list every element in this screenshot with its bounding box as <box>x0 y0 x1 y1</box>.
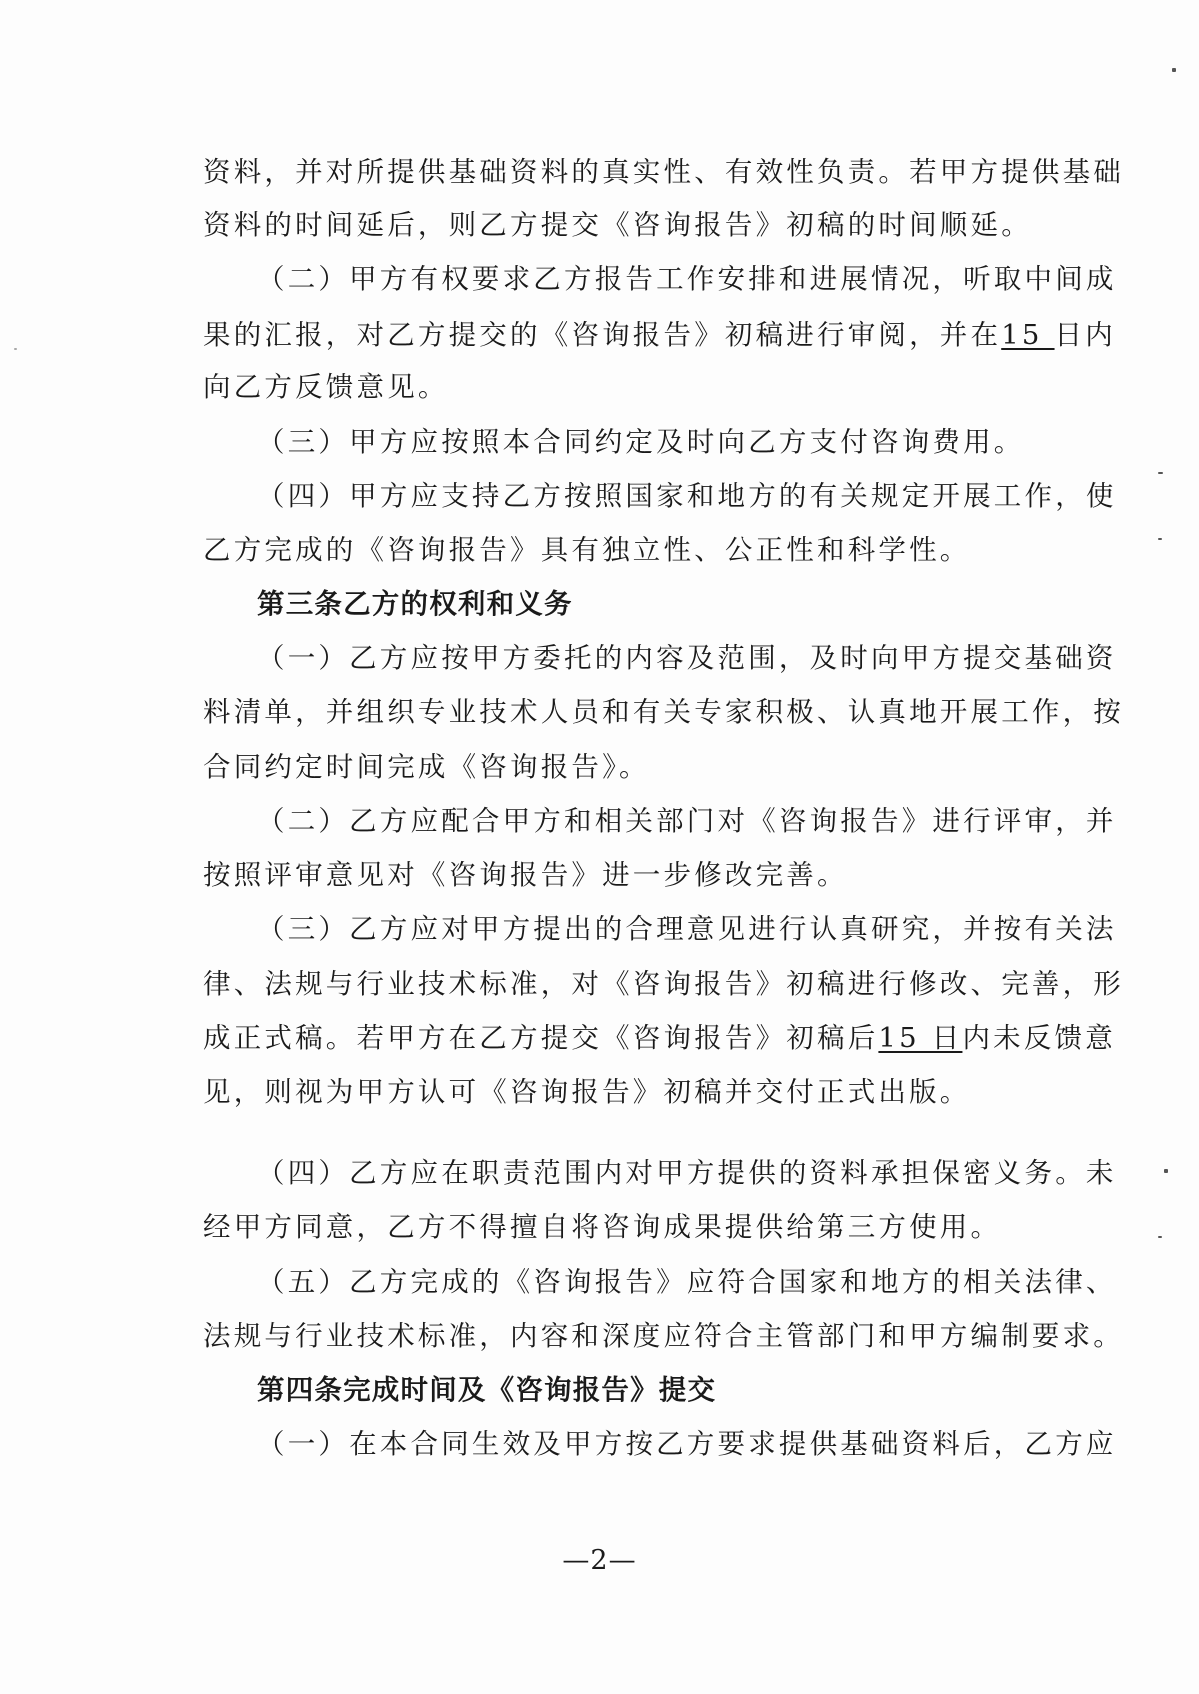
body-line: （二）乙方应配合甲方和相关部门对《咨询报告》进行评审，并 <box>257 805 1117 837</box>
body-line: （三）乙方应对甲方提出的合理意见进行认真研究，并按有关法 <box>257 913 1117 945</box>
body-line: 经甲方同意，乙方不得擅自将咨询成果提供给第三方使用。 <box>203 1211 1002 1243</box>
body-line: （五）乙方完成的《咨询报告》应符合国家和地方的相关法律、 <box>257 1266 1117 1298</box>
body-line: （四）乙方应在职责范围内对甲方提供的资料承担保密义务。未 <box>257 1157 1117 1189</box>
scan-speck <box>1158 472 1163 474</box>
body-line <box>203 319 1116 351</box>
body-line: 律、法规与行业技术标准，对《咨询报告》初稿进行修改、完善，形 <box>203 968 1124 1000</box>
body-line: 乙方完成的《咨询报告》具有独立性、公正性和科学性。 <box>203 534 971 566</box>
body-line: 法规与行业技术标准，内容和深度应符合主管部门和甲方编制要求。 <box>203 1320 1124 1352</box>
body-line: 合同约定时间完成《咨询报告》。 <box>203 751 650 783</box>
line-text: 成正式稿。若甲方在乙方提交《咨询报告》初稿后 <box>203 1022 879 1054</box>
body-line: （一）在本合同生效及甲方按乙方要求提供基础资料后，乙方应 <box>257 1428 1117 1460</box>
line-text: 果的汇报，对乙方提交的《咨询报告》初稿进行审阅，并在 <box>203 319 1002 351</box>
underlined-days: 15 日 <box>878 1022 963 1054</box>
scan-speck <box>1158 1236 1162 1238</box>
body-line: （四）甲方应支持乙方按照国家和地方的有关规定开展工作，使 <box>257 480 1117 512</box>
underlined-days: 15 <box>1001 319 1055 351</box>
section-heading: 第四条完成时间及《咨询报告》提交 <box>257 1374 717 1406</box>
scan-speck <box>14 348 17 350</box>
page-number: —2— <box>562 1545 637 1576</box>
body-line <box>203 1022 1116 1054</box>
body-line: （一）乙方应按甲方委托的内容及范围，及时向甲方提交基础资 <box>257 642 1117 674</box>
scan-speck <box>1172 68 1176 72</box>
body-line: 资料，并对所提供基础资料的真实性、有效性负责。若甲方提供基础 <box>203 156 1124 188</box>
body-line: 向乙方反馈意见。 <box>203 371 449 403</box>
line-text: 日内 <box>1054 319 1116 351</box>
body-line: 见，则视为甲方认可《咨询报告》初稿并交付正式出版。 <box>203 1076 971 1108</box>
scan-speck <box>1164 1169 1168 1173</box>
body-line: 资料的时间延后，则乙方提交《咨询报告》初稿的时间顺延。 <box>203 209 1032 241</box>
body-line: （三）甲方应按照本合同约定及时向乙方支付咨询费用。 <box>257 426 1025 458</box>
body-line: （二）甲方有权要求乙方报告工作安排和进展情况，听取中间成 <box>257 263 1117 295</box>
line-text: 内未反馈意 <box>962 1022 1116 1054</box>
body-line: 按照评审意见对《咨询报告》进一步修改完善。 <box>203 859 848 891</box>
scan-speck <box>1158 538 1162 540</box>
section-heading: 第三条乙方的权利和义务 <box>257 588 573 620</box>
body-line: 料清单，并组织专业技术人员和有关专家积极、认真地开展工作，按 <box>203 696 1124 728</box>
